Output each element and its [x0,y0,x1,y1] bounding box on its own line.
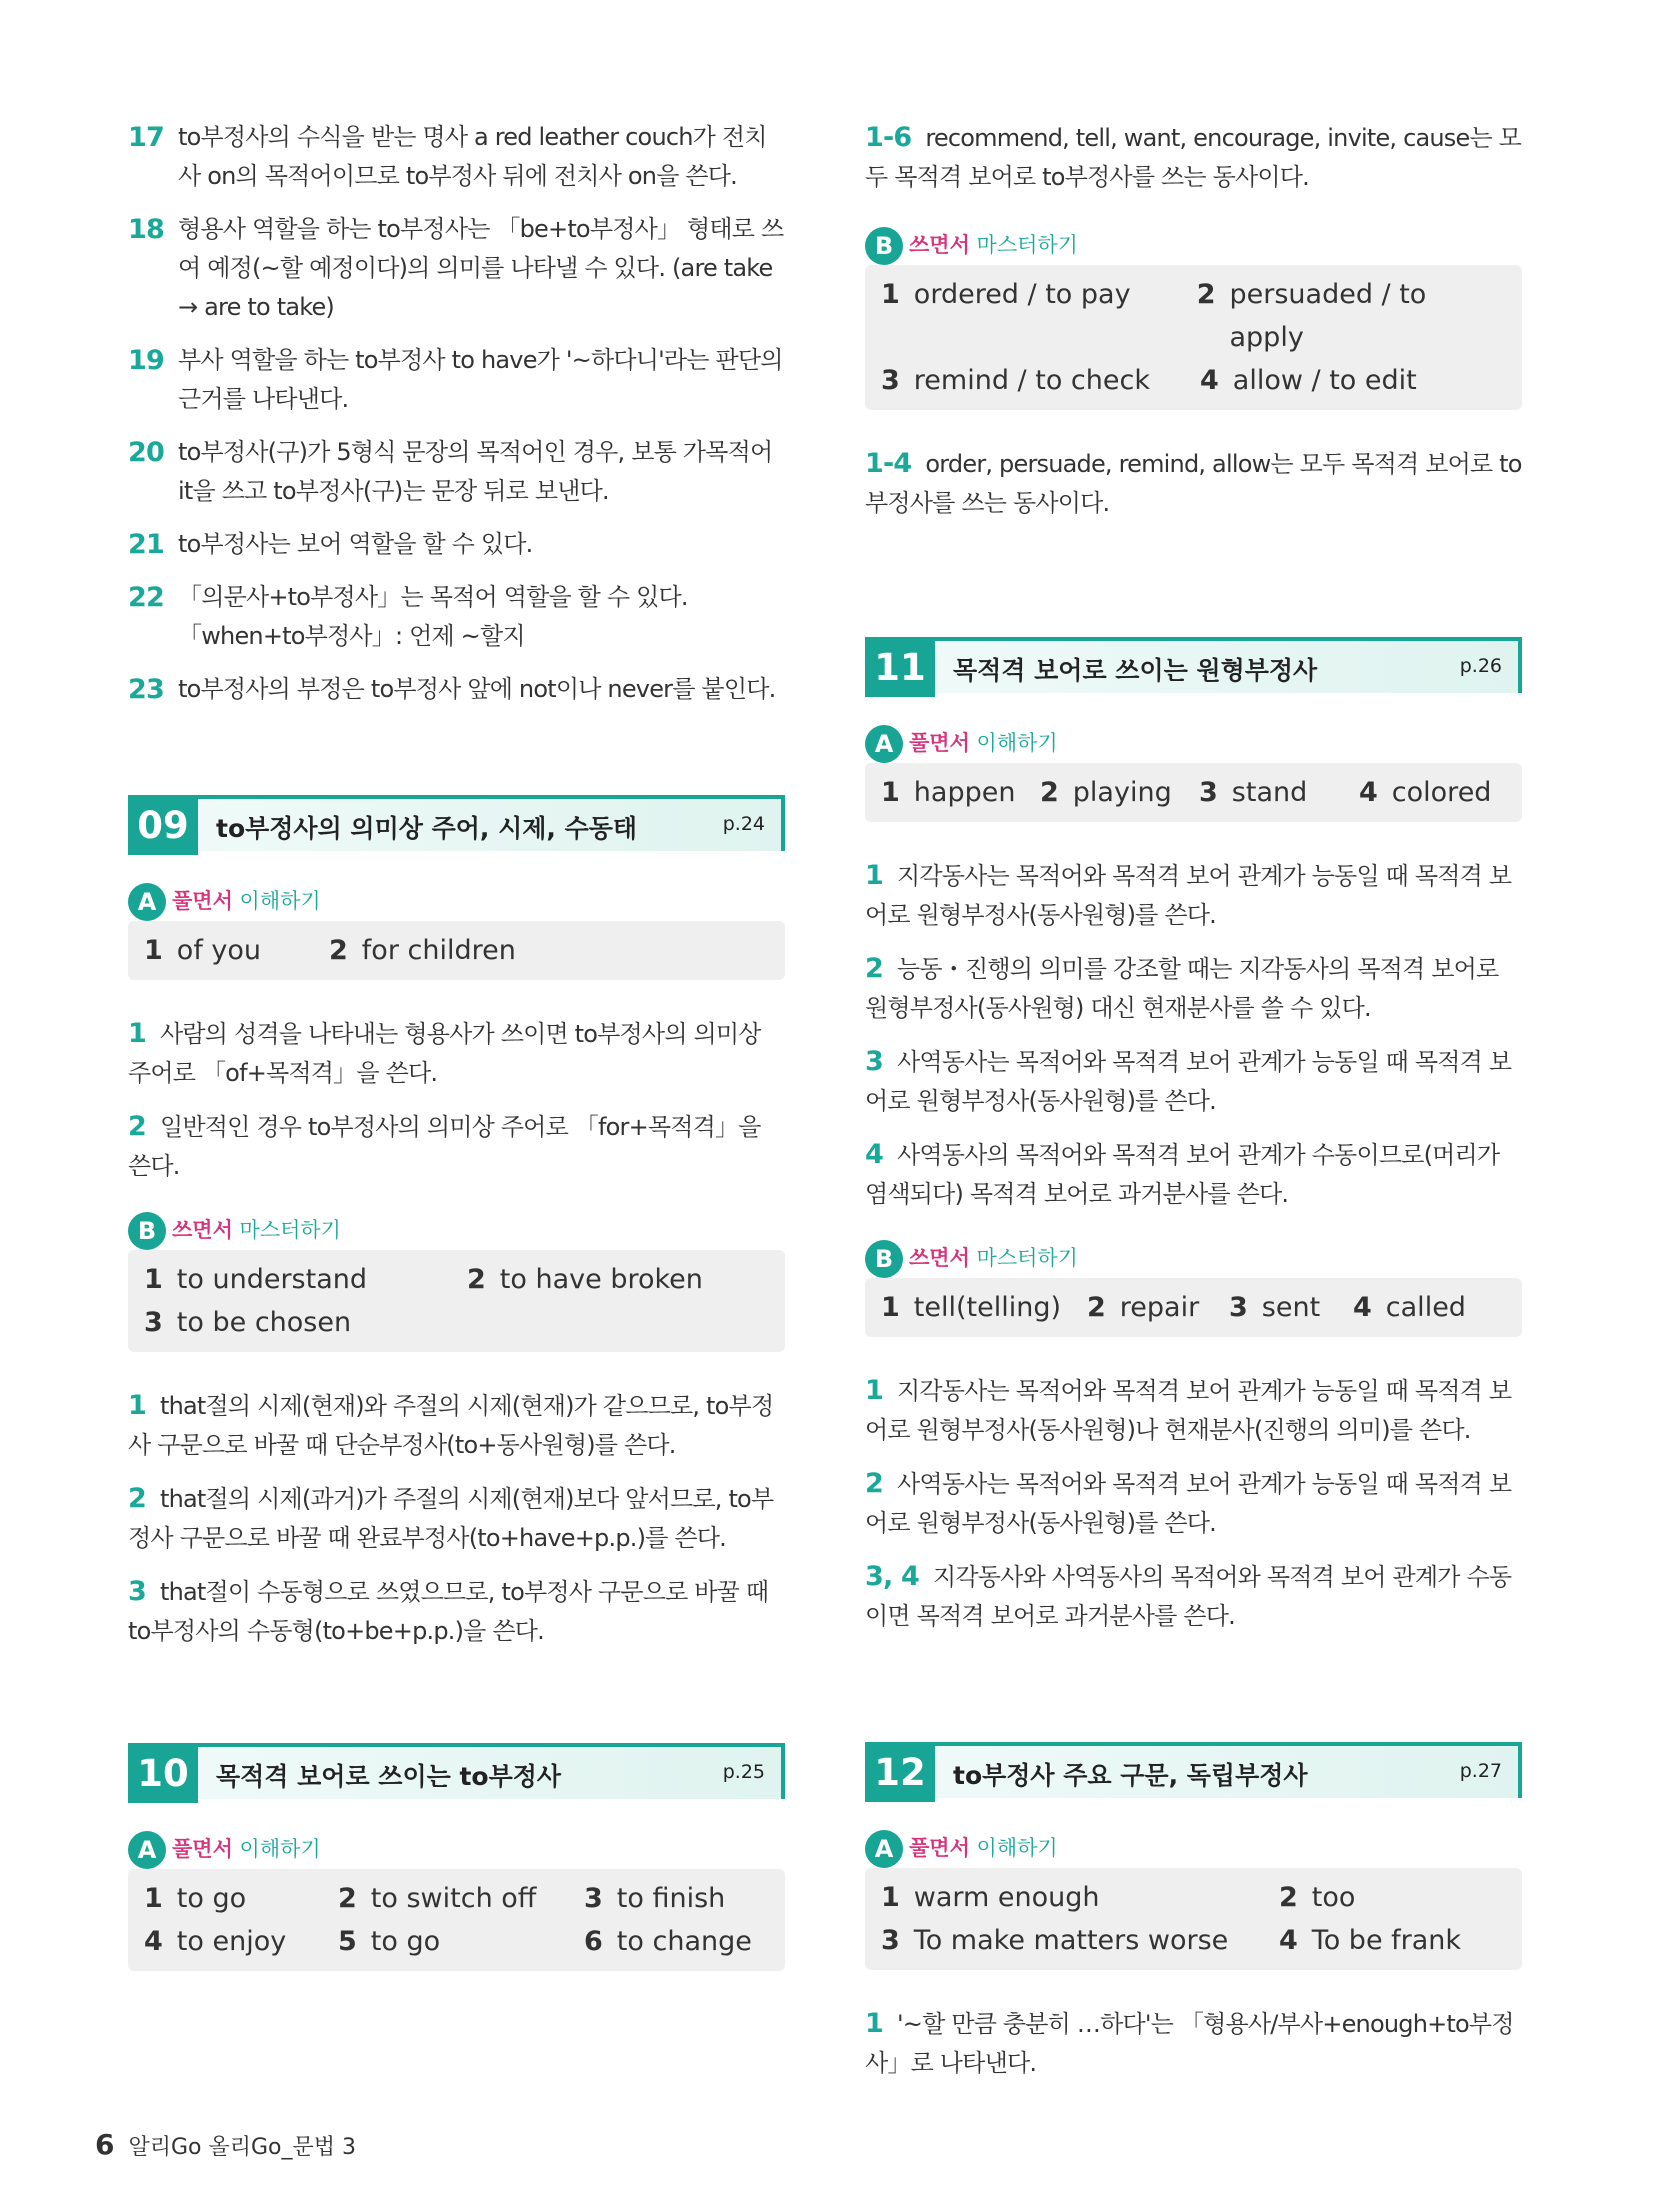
answer-item: 2 too [1279,1882,1356,1913]
answer-item: 4 colored [1359,777,1492,808]
left-column [128,118,785,2005]
answer-item: 2 persuaded / to apply [1196,279,1427,353]
answer-item: 1 to go [144,1883,247,1914]
answer-item: 5 to go [338,1926,441,1957]
section-header-12 [865,1742,1522,1798]
section-title: 목적격 보어로 쓰이는 원형부정사 [953,656,1318,685]
answer-box [865,265,1522,410]
subheading-a: A 풀면서 이해하기 [128,879,785,921]
section-page: p.26 [1459,655,1502,677]
answer-item: 6 to change [584,1926,752,1957]
b-badge: B [865,227,903,265]
section-header-10 [128,1743,785,1799]
note-item: 3 사역동사는 목적어와 목적격 보어 관계가 능동일 때 목적격 보어로 원형부정사(동사원형)를 쓴다. [865,1046,1512,1115]
note-item: 2 능동・진행의 의미를 강조할 때는 지각동사의 목적격 보어로 원형부정사(동사원형) 대신 현재분사를 쓸 수 있다. [865,953,1499,1022]
answer-item: 1 ordered / to pay [881,279,1131,310]
note-item: 1 that절의 시제(현재)와 주절의 시제(현재)가 같으므로, to부정사 구문으로 바꿀 때 단순부정사(to+동사원형)를 쓴다. [128,1390,774,1459]
answer-item: 3 to finish [584,1883,726,1914]
answer-item: 1 happen [881,777,1016,808]
subheading-b: B 쓰면서 마스터하기 [865,1236,1522,1278]
right-column [865,118,1522,2097]
note-item: 18 형용사 역할을 하는 to부정사는 「be+to부정사」 형태로 쓰여 예정(~할 예정이다)의 의미를 나타낼 수 있다. (are take → are to take) [128,214,784,321]
answer-item: 4 called [1353,1292,1466,1323]
note-item: 1 지각동사는 목적어와 목적격 보어 관계가 능동일 때 목적격 보어로 원형부정사(동사원형)를 쓴다. [865,860,1512,929]
a-badge: A [865,725,903,763]
section-page: p.25 [722,1761,765,1783]
section-number: 10 [128,1743,198,1803]
note-item: 20 to부정사(구)가 5형식 문장의 목적어인 경우, 보통 가목적어 it을 쓰고 to부정사(구)는 문장 뒤로 보낸다. [128,437,773,505]
answer-item: 3 to be chosen [144,1307,352,1338]
answer-item: 1 of you [144,935,262,966]
answer-item: 3 To make matters worse [881,1925,1229,1956]
note-item: 22 「의문사+to부정사」는 목적어 역할을 할 수 있다. 「when+to부정사」: 언제 ~할지 [128,582,688,650]
answer-item: 2 for children [329,935,516,966]
answer-box [128,1250,785,1352]
a-badge: A [128,883,166,921]
section-number: 11 [865,637,935,697]
subheading-b: B 쓰면서 마스터하기 [128,1208,785,1250]
section-header-09 [128,795,785,851]
b-badge: B [128,1212,166,1250]
subheading-b: B 쓰면서 마스터하기 [865,223,1522,265]
note-item: 19 부사 역할을 하는 to부정사 to have가 '~하다니'라는 판단의 근거를 나타낸다. [128,345,783,413]
answer-item: 4 to enjoy [144,1926,287,1957]
section-page: p.24 [722,813,765,835]
answer-box [128,921,785,980]
answer-item: 2 to have broken [467,1264,703,1295]
answer-box [128,1869,785,1971]
b-badge: B [865,1240,903,1278]
section-title: to부정사 주요 구문, 독립부정사 [953,1761,1308,1790]
answer-box [865,1868,1522,1970]
answer-item: 1 to understand [144,1264,368,1295]
answer-item: 4 To be frank [1279,1925,1462,1956]
note-item: 21 to부정사는 보어 역할을 할 수 있다. [128,529,533,560]
note-item: 1-4 order, persuade, remind, allow는 모두 목적격 보어로 to부정사를 쓰는 동사이다. [865,448,1522,517]
section-number: 09 [128,795,198,855]
answer-box [865,763,1522,822]
note-item: 17 to부정사의 수식을 받는 명사 a red leather couch가 전치사 on의 목적어이므로 to부정사 뒤에 전치사 on을 쓴다. [128,122,767,190]
section-page: p.27 [1459,1760,1502,1782]
answer-item: 2 playing [1040,777,1172,808]
section-header-11 [865,637,1522,693]
section-title: 목적격 보어로 쓰이는 to부정사 [216,1762,562,1791]
subheading-a: A 풀면서 이해하기 [865,721,1522,763]
subheading-a: A 풀면서 이해하기 [128,1827,785,1869]
a-badge: A [865,1830,903,1868]
a-badge: A [128,1831,166,1869]
answer-item: 3 stand [1199,777,1308,808]
page-number: 6 [95,2128,115,2161]
note-item: 23 to부정사의 부정은 to부정사 앞에 not이나 never를 붙인다. [128,674,776,705]
note-item: 1 지각동사는 목적어와 목적격 보어 관계가 능동일 때 목적격 보어로 원형부정사(동사원형)나 현재분사(진행의 의미)를 쓴다. [865,1375,1512,1444]
note-item: 2 일반적인 경우 to부정사의 의미상 주어로 「for+목적격」을 쓴다. [128,1111,761,1180]
subheading-a: A 풀면서 이해하기 [865,1826,1522,1868]
note-item: 2 that절의 시제(과거)가 주절의 시제(현재)보다 앞서므로, to부정사 구문으로 바꿀 때 완료부정사(to+have+p.p.)를 쓴다. [128,1483,774,1552]
answer-item: 1 tell(telling) [881,1292,1062,1323]
answer-item: 3 remind / to check [881,365,1150,396]
page-footer [95,2128,356,2161]
answer-item: 3 sent [1229,1292,1321,1323]
section-number: 12 [865,1742,935,1802]
answer-item: 1 warm enough [881,1882,1100,1913]
section-title: to부정사의 의미상 주어, 시제, 수동태 [216,814,638,843]
book-title: 알리Go 올리Go_문법 3 [128,2135,356,2160]
note-item: 4 사역동사의 목적어와 목적격 보어 관계가 수동이므로(머리가 염색되다) 목적격 보어로 과거분사를 쓴다. [865,1139,1500,1208]
answer-box [865,1278,1522,1337]
note-item: 1 사람의 성격을 나타내는 형용사가 쓰이면 to부정사의 의미상 주어로 「of+목적격」을 쓴다. [128,1018,761,1087]
note-item: 3, 4 지각동사와 사역동사의 목적어와 목적격 보어 관계가 수동이면 목적격 보어로 과거분사를 쓴다. [865,1561,1512,1630]
note-item: 1-6 recommend, tell, want, encourage, invite, cause는 모두 목적격 보어로 to부정사를 쓰는 동사이다. [865,122,1522,191]
answer-item: 2 to switch off [338,1883,537,1914]
note-item: 3 that절이 수동형으로 쓰였으므로, to부정사 구문으로 바꿀 때 to부정사의 수동형(to+be+p.p.)을 쓴다. [128,1576,769,1645]
note-item: 1 '~할 만큼 충분히 …하다'는 「형용사/부사+enough+to부정사」로 나타낸다. [865,2008,1514,2077]
answer-item: 4 allow / to edit [1200,365,1417,396]
answer-item: 2 repair [1087,1292,1200,1323]
note-item: 2 사역동사는 목적어와 목적격 보어 관계가 능동일 때 목적격 보어로 원형부정사(동사원형)를 쓴다. [865,1468,1512,1537]
